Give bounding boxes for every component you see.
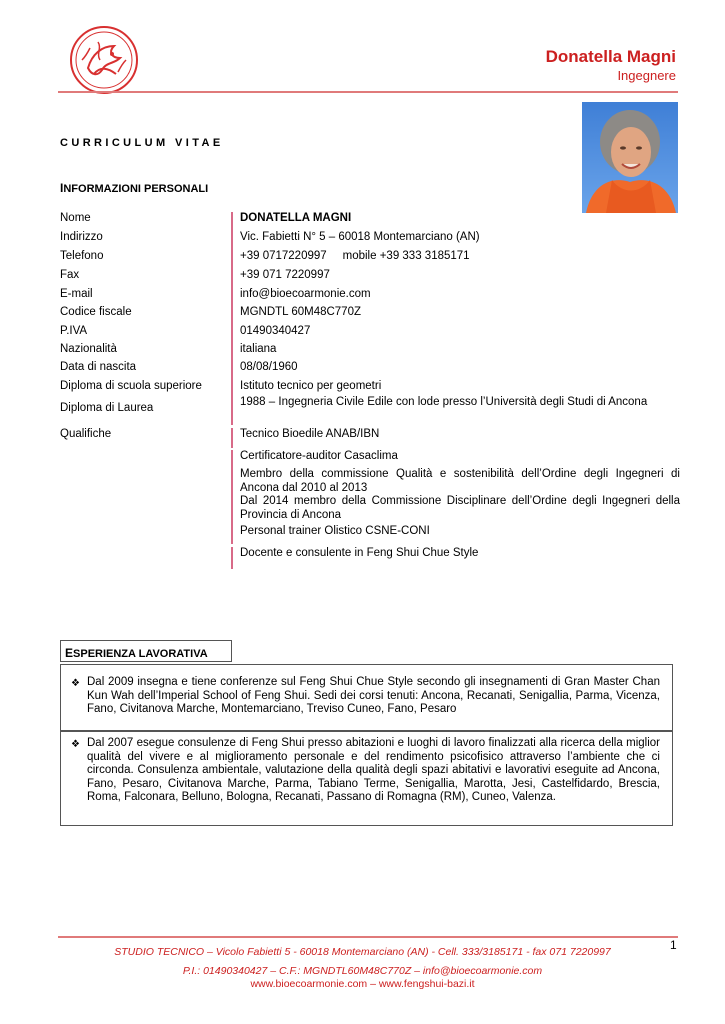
info-value: Istituto tecnico per geometri [231,380,680,396]
footer-line-3: www.bioecoarmonie.com – www.fengshui-bazi.it [250,978,475,990]
info-value: Vic. Fabietti N° 5 – 60018 Montemarciano (AN) [231,231,680,250]
info-label: Indirizzo [60,231,103,243]
cv-heading: CURRICULUM VITAE [60,137,224,149]
info-value: italiana [231,343,680,361]
info-row [60,425,680,448]
info-label [60,525,231,544]
info-label: Nome [60,212,91,224]
diamond-bullet-icon: ❖ [71,739,80,750]
experience-text: Dal 2009 insegna e tiene conferenze sul Feng Shui Chue Style secondo gli insegnamenti di Gran Master Chan Kun Wah dell’Imperial School of Feng Shui. Sedi dei corsi tenuti: Ancona, Recanati, Senigallia, Parma, Vicenza, Fano, Civitanova Marche, Montemarciano, Treviso Cuneo, Fano, Pesaro [87,676,660,716]
info-value: info@bioecoarmonie.com [231,288,680,306]
info-row [60,544,680,569]
profile-photo [582,102,678,213]
info-label: Fax [60,269,80,281]
info-value: +39 0717220997 mobile +39 333 3185171 [231,250,680,269]
diamond-bullet-icon: ❖ [71,678,80,689]
info-label [60,468,231,495]
info-label [60,547,231,569]
info-label: Diploma di Laurea [60,402,154,414]
info-value: 08/08/1960 [231,361,680,380]
info-value: Dal 2014 membro della Commissione Disciplinare dell’Ordine degli Ingegneri della Provincia di Ancona [231,495,680,525]
header-name: Donatella Magni [545,47,676,66]
header-divider [58,91,678,93]
info-row [60,468,680,495]
list-item [61,676,672,717]
header-title: Ingegnere [617,68,676,83]
footer-divider [58,936,678,938]
info-row [60,361,680,380]
info-row [60,250,680,269]
experience-item-box [60,664,673,731]
info-label: Diploma di scuola superiore [60,380,202,392]
info-value: +39 071 7220997 [231,269,680,288]
experience-item-box [60,731,673,826]
info-value: Membro della commissione Qualità e sostenibilità dell’Ordine degli Ingegneri di Ancona dal 2010 al 2013 [231,468,680,495]
info-row [60,343,680,361]
footer-line-2: P.I.: 01490340427 – C.F.: MGNDTL60M48C770Z – info@bioecoarmonie.com [182,965,543,977]
info-label: Qualifiche [60,428,112,440]
info-label: E-mail [60,288,93,300]
info-value: Certificatore-auditor Casaclima [231,450,680,468]
info-label [60,450,231,468]
info-value: DONATELLA MAGNI [231,212,680,231]
info-value: 01490340427 [231,325,680,343]
personal-info-table [60,212,680,569]
info-label: Codice fiscale [60,306,132,318]
info-row [60,495,680,525]
info-label: Data di nascita [60,361,137,373]
info-row [60,212,680,231]
info-value: MGNDTL 60M48C770Z [231,306,680,325]
experience-text: Dal 2007 esegue consulenze di Feng Shui presso abitazioni e luoghi di lavoro finalizzati alla ricerca della miglior qualità del vivere e al miglioramento personale e del rendimento psicofisico attraverso l’ambiente che ci circonda. Consulenza ambientale, valutazione della qualità degli spazi abitativi e lavorativi eseguite ad Ancona, Fano, Pesaro, Civitanova Marche, Parma, Tabiano Terme, Senigallia, Marotta, Jesi, Castelfidardo, Brescia, Roma, Falconara, Belluno, Bologna, Recanati, Passano di Romagna (RM), Cuneo, Valenza. [87,737,660,804]
info-row [60,448,680,468]
info-row [60,231,680,250]
info-row [60,269,680,288]
page-number: 1 [670,938,677,952]
info-label: P.IVA [60,325,88,337]
experience-title: ESPERIENZA LAVORATIVA [60,640,232,662]
footer-line-1: STUDIO TECNICO – Vicolo Fabietti 5 - 60018 Montemarciano (AN) - Cell. 333/3185171 - fax 071 7220997 [114,946,611,958]
info-row [60,288,680,306]
logo-emblem [68,24,140,96]
info-row [60,525,680,544]
info-label [60,495,231,525]
info-label: Telefono [60,250,104,262]
info-row [60,380,680,396]
personal-info-title: INFORMAZIONI PERSONALI [60,181,209,195]
info-row [60,306,680,325]
info-row [60,396,680,425]
info-row [60,325,680,343]
info-value: 1988 – Ingegneria Civile Edile con lode presso l’Università degli Studi di Ancona [231,396,680,425]
info-value: Tecnico Bioedile ANAB/IBN [231,428,680,448]
info-label: Nazionalità [60,343,117,355]
info-value: Docente e consulente in Feng Shui Chue Style [231,547,680,569]
info-value: Personal trainer Olistico CSNE-CONI [231,525,680,544]
list-item [61,737,672,805]
